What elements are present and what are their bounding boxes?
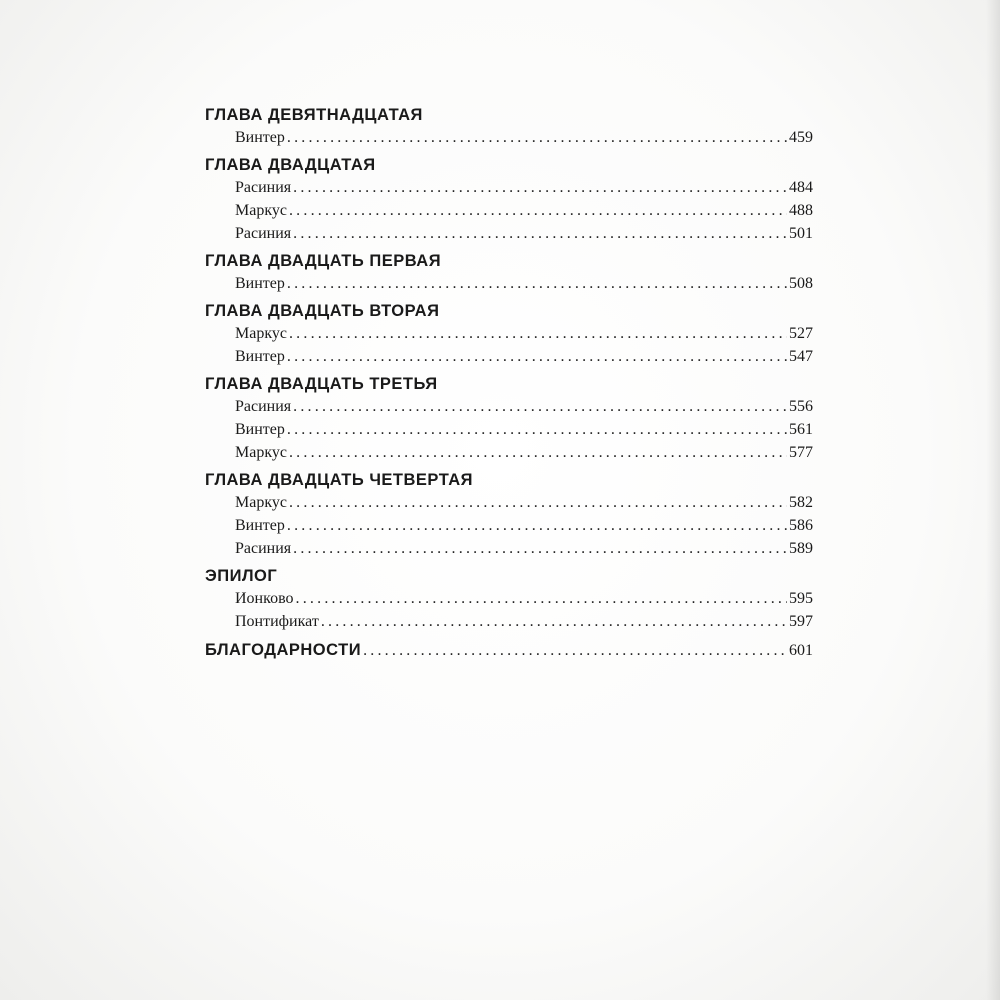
entry-name: Ионково (235, 590, 294, 607)
page-number: 577 (789, 444, 813, 461)
page-number: 547 (789, 348, 813, 365)
dot-leader (293, 537, 787, 560)
toc-entry (205, 126, 813, 149)
entry-name: Винтер (235, 421, 285, 438)
page-number: 484 (789, 179, 813, 196)
page-number: 556 (789, 398, 813, 415)
page-number: 488 (789, 202, 813, 219)
page-number: 586 (789, 517, 813, 534)
entry-name: Маркус (235, 325, 287, 342)
dot-leader (321, 610, 787, 633)
dot-leader (289, 322, 787, 345)
dot-leader (293, 222, 787, 245)
page-number: 601 (789, 642, 813, 659)
entry-name: Винтер (235, 275, 285, 292)
toc-chapter (205, 469, 813, 560)
chapter-title: ГЛАВА ДВАДЦАТАЯ (205, 156, 376, 174)
dot-leader (289, 441, 787, 464)
chapter-title: ГЛАВА ДВАДЦАТЬ ВТОРАЯ (205, 302, 440, 320)
toc-entry (205, 537, 813, 560)
chapter-title: ГЛАВА ДВАДЦАТЬ ЧЕТВЕРТАЯ (205, 471, 474, 489)
page-number: 597 (789, 613, 813, 630)
toc-entry (205, 441, 813, 464)
page-edge-shadow (986, 0, 1000, 1000)
dot-leader (287, 272, 787, 295)
toc-entry (205, 418, 813, 441)
toc-chapter (205, 104, 813, 149)
toc-chapter (205, 250, 813, 295)
toc-entry (205, 491, 813, 514)
chapter-title: БЛАГОДАРНОСТИ (205, 641, 362, 659)
toc-chapter (205, 565, 813, 633)
entry-name: Маркус (235, 202, 287, 219)
dot-leader (289, 491, 787, 514)
page-number: 459 (789, 129, 813, 146)
page-number: 527 (789, 325, 813, 342)
entry-name: Расиния (235, 540, 292, 557)
chapter-title: ГЛАВА ДЕВЯТНАДЦАТАЯ (205, 106, 423, 124)
chapter-title: ГЛАВА ДВАДЦАТЬ ПЕРВАЯ (205, 252, 442, 270)
toc-entry (205, 199, 813, 222)
toc-entry (205, 514, 813, 537)
dot-leader (363, 639, 787, 663)
toc-chapter (205, 373, 813, 464)
entry-name: Расиния (235, 225, 292, 242)
chapter-title: ГЛАВА ДВАДЦАТЬ ТРЕТЬЯ (205, 375, 438, 393)
entry-name: Маркус (235, 494, 287, 511)
toc-entry (205, 610, 813, 633)
page-number: 595 (789, 590, 813, 607)
dot-leader (287, 126, 787, 149)
page-number: 501 (789, 225, 813, 242)
toc-entry (205, 176, 813, 199)
entry-name: Маркус (235, 444, 287, 461)
dot-leader (287, 418, 787, 441)
dot-leader (287, 514, 787, 537)
entry-name: Понтификат (235, 613, 319, 630)
page-number: 582 (789, 494, 813, 511)
toc-chapter (205, 154, 813, 245)
table-of-contents (205, 104, 813, 662)
entry-name: Винтер (235, 517, 285, 534)
dot-leader (287, 345, 787, 368)
toc-acknowledgements (205, 638, 813, 662)
toc-entry (205, 345, 813, 368)
dot-leader (293, 395, 787, 418)
toc-entry (205, 272, 813, 295)
dot-leader (296, 587, 787, 610)
entry-name: Расиния (235, 179, 292, 196)
toc-entry (205, 222, 813, 245)
dot-leader (289, 199, 787, 222)
dot-leader (293, 176, 787, 199)
page-number: 589 (789, 540, 813, 557)
toc-chapter (205, 300, 813, 368)
page-number: 508 (789, 275, 813, 292)
entry-name: Винтер (235, 348, 285, 365)
chapter-title: ЭПИЛОГ (205, 567, 278, 585)
page-number: 561 (789, 421, 813, 438)
toc-entry (205, 395, 813, 418)
entry-name: Винтер (235, 129, 285, 146)
entry-name: Расиния (235, 398, 292, 415)
toc-entry (205, 322, 813, 345)
toc-entry (205, 587, 813, 610)
